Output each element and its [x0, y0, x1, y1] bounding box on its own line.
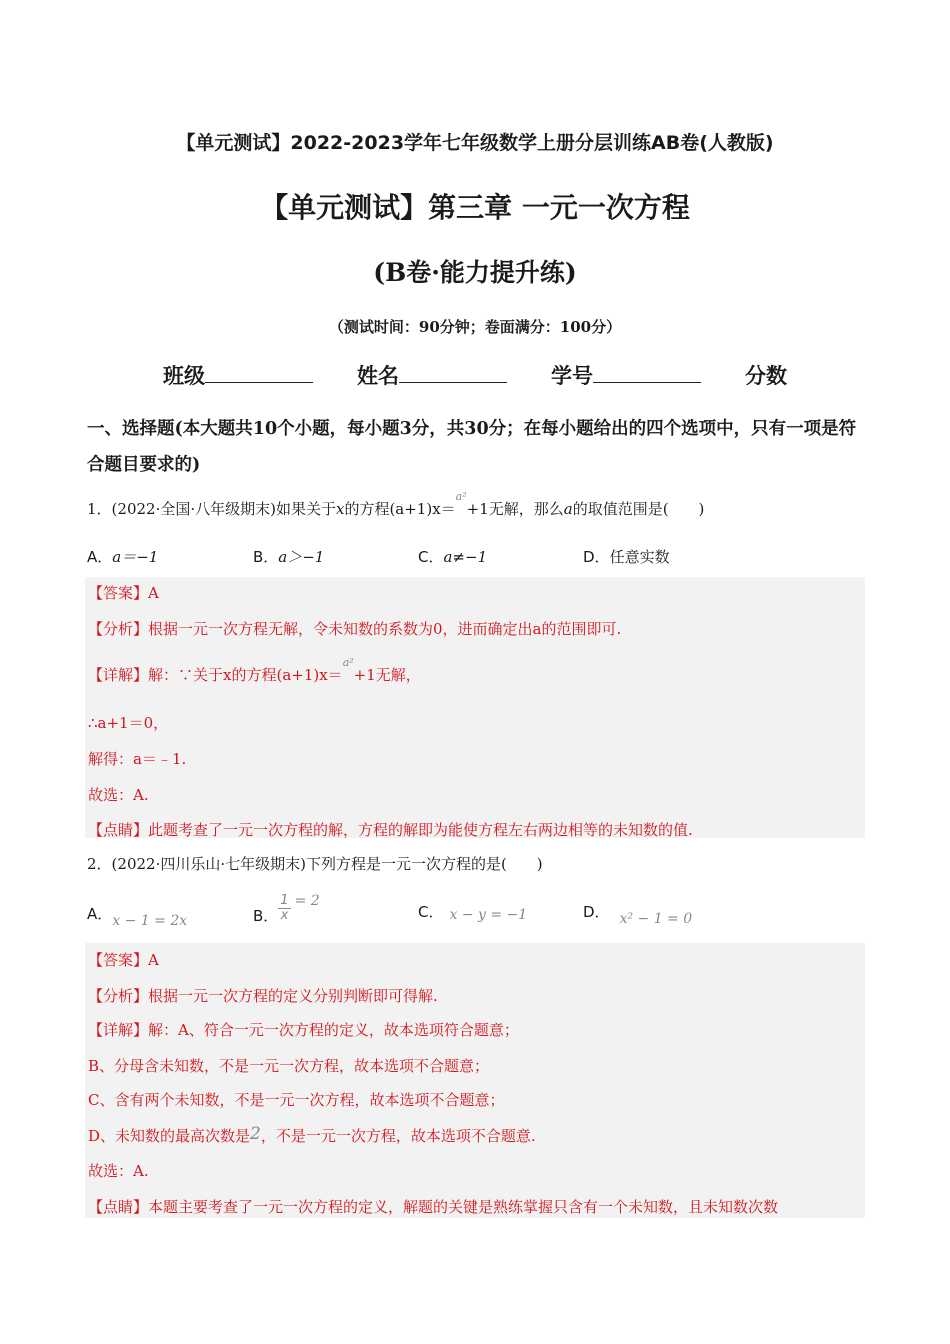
option-formula: x − 1 = 2x [112, 913, 188, 929]
q2-detail-4b: ，不是一元一次方程，故本选项不合题意. [260, 1127, 536, 1145]
q1-detail-1a: 【详解】解：∵关于x的方程(a+1)x＝ [88, 666, 343, 684]
q1-exponent: a² [455, 490, 467, 503]
q2-detail-1: 【详解】解：A、符合一元一次方程的定义，故本选项符合题意； [88, 1021, 519, 1039]
option-text: a＝−1 [112, 548, 159, 566]
q2-option-b[interactable] [253, 894, 320, 923]
fraction-numerator: 1 [280, 893, 289, 908]
q2-detail-2: B、分母含未知数，不是一元一次方程，故本选项不合题意； [88, 1057, 490, 1075]
q1-var-x: x [335, 500, 345, 518]
q1-mid1: 的方程(a+1)x＝ [344, 500, 456, 518]
q1-prefix: 1．(2022·全国·八年级期末)如果关于 [87, 500, 336, 518]
q1-answer: 【答案】A [88, 584, 159, 602]
q2-detail-5: 故选：A. [88, 1162, 149, 1180]
q1-option-d[interactable] [583, 546, 670, 567]
option-formula: x² − 1 = 0 [619, 911, 693, 927]
q1-detail-1b: +1无解， [353, 666, 421, 684]
option-letter: C． [418, 903, 444, 921]
q1-detail-4: 故选：A. [88, 786, 149, 804]
question-2-options [87, 893, 867, 930]
option-text: a＞−1 [278, 548, 325, 566]
name-label: 姓名 [357, 363, 399, 388]
q2-option-a[interactable] [87, 903, 188, 929]
option-letter: D． [583, 903, 610, 921]
q1-detail-1 [88, 656, 421, 685]
q2-detail-4 [88, 1125, 536, 1146]
q1-solution-box [85, 577, 865, 838]
option-letter: C． [418, 548, 444, 566]
q2-option-d[interactable] [583, 901, 693, 927]
q1-detail-3: 解得：a＝﹣1. [88, 750, 187, 768]
id-blank[interactable] [593, 363, 701, 383]
score-label: 分数 [745, 363, 787, 388]
class-blank[interactable] [205, 363, 313, 383]
q1-mid2: +1无解，那么 [466, 500, 564, 518]
option-text: a≠−1 [443, 548, 488, 566]
fraction-denominator: x [280, 908, 289, 923]
q1-var-a: a [563, 500, 573, 518]
q2-answer: 【答案】A [88, 951, 159, 969]
q2-detail-number: 2 [250, 1124, 261, 1144]
section-title: 一、选择题(本大题共10个小题，每小题3分，共30分；在每小题给出的四个选项中，只有一项是符合题目要求的) [87, 419, 857, 475]
id-label: 学号 [551, 363, 593, 388]
q2-option-c[interactable] [418, 901, 527, 922]
q1-suffix: 的取值范围是( ) [572, 500, 705, 518]
student-info-fields [163, 360, 787, 390]
class-label: 班级 [163, 363, 205, 388]
option-formula: x − y = −1 [449, 907, 528, 923]
option-letter: A． [87, 905, 113, 923]
name-blank[interactable] [399, 363, 507, 383]
q1-detail-exponent: a² [342, 656, 354, 669]
option-letter: A． [87, 548, 113, 566]
option-letter: B． [253, 548, 279, 566]
option-letter: B． [253, 907, 279, 925]
question-1-options [87, 546, 867, 568]
question-2-stem: 2．(2022·四川乐山·七年级期末)下列方程是一元一次方程的是( ) [87, 855, 543, 873]
question-1-stem [87, 490, 705, 519]
option-letter: D． [583, 548, 610, 566]
q1-analysis: 【分析】根据一元一次方程无解，令未知数的系数为0，进而确定出a的范围即可. [88, 620, 622, 638]
q2-detail-3: C、含有两个未知数，不是一元一次方程，故本选项不合题意； [88, 1091, 505, 1109]
q2-comment: 【点睛】本题主要考查了一元一次方程的定义，解题的关键是熟练掌握只含有一个未知数，且未知数次数 [88, 1198, 779, 1216]
series-title: 【单元测试】2022-2023学年七年级数学上册分层训练AB卷(人教版) [176, 132, 774, 154]
q1-option-b[interactable] [253, 546, 324, 567]
q1-detail-2: ∴a+1＝0， [88, 714, 169, 732]
q1-option-a[interactable] [87, 546, 158, 567]
q1-comment: 【点睛】此题考查了一元一次方程的解，方程的解即为能使方程左右两边相等的未知数的值. [88, 821, 693, 839]
q2-analysis: 【分析】根据一元一次方程的定义分别判断即可得解. [88, 987, 438, 1005]
q1-option-c[interactable] [418, 546, 487, 567]
chapter-title: 【单元测试】第三章 一元一次方程 [260, 191, 690, 224]
q2-detail-4a: D、未知数的最高次数是 [88, 1127, 251, 1145]
option-formula: = 2 [294, 893, 320, 909]
test-info: （测试时间：90分钟；卷面满分：100分） [328, 318, 622, 336]
option-fraction [278, 894, 290, 923]
option-text: 任意实数 [609, 548, 670, 566]
volume-title: (B卷·能力提升练) [373, 258, 577, 287]
